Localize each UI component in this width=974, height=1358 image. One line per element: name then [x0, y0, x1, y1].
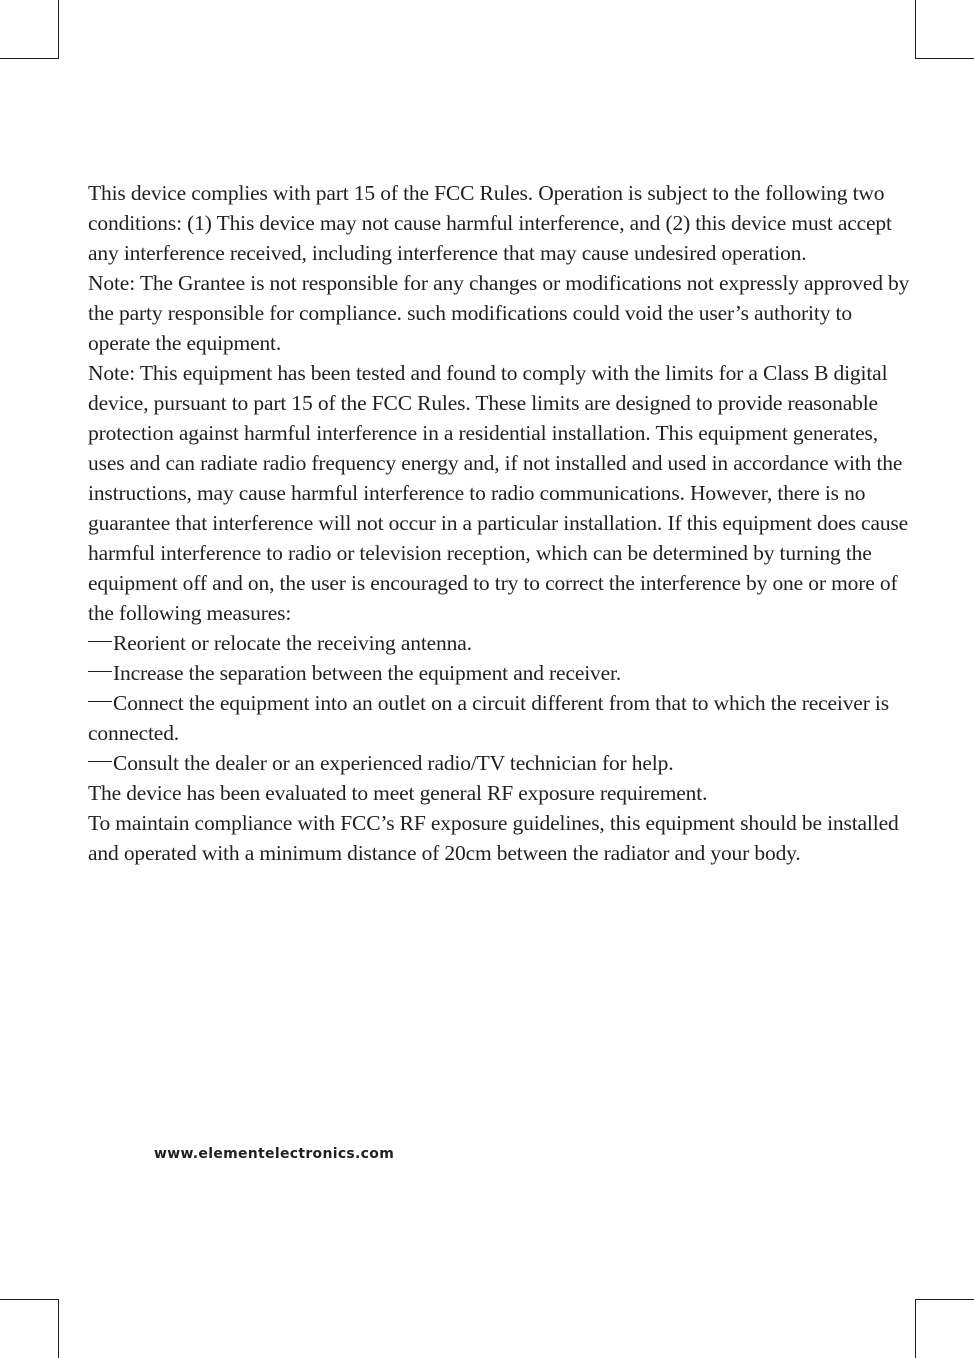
crop-mark-top-right-horizontal	[915, 58, 974, 59]
crop-mark-top-left-vertical	[58, 0, 59, 59]
crop-mark-bottom-right-horizontal	[915, 1299, 974, 1300]
measure-item	[88, 628, 918, 658]
measure-item	[88, 658, 918, 688]
crop-mark-bottom-left-horizontal	[0, 1299, 59, 1300]
dash-bullet	[88, 641, 112, 642]
crop-mark-bottom-right-vertical	[915, 1299, 916, 1358]
footer-website: www.elementelectronics.com	[154, 1146, 395, 1162]
crop-mark-top-left-horizontal	[0, 58, 59, 59]
dash-bullet	[88, 671, 112, 672]
measure-text: Increase the separation between the equipment and receiver.	[113, 661, 622, 685]
rf-exposure-paragraph: The device has been evaluated to meet general RF exposure requirement.	[88, 781, 708, 805]
class-b-note-paragraph: Note: This equipment has been tested and found to comply with the limits for a Class B digital device, pursuant to part 15 of the FCC Rules. These limits are designed to provide reasonable protection against harmful interference in a residential installation. This equipment generates, uses and can radiate radio frequency energy and, if not installed and used in accordance with the instructions, may cause harmful interference to radio communications. However, there is no guarantee that interference will not occur in a particular installation. If this equipment does cause harmful interference to radio or television reception, which can be determined by turning the equipment off and on, the user is encouraged to try to correct the interference by one or more of the following measures:	[88, 361, 909, 625]
measure-item	[88, 688, 918, 748]
grantee-note-paragraph: Note: The Grantee is not responsible for any changes or modifications not expressly approved by the party responsible for compliance. such modifications could void the user’s authority to operate the equipment.	[88, 271, 910, 355]
measure-text: Reorient or relocate the receiving antenna.	[113, 631, 472, 655]
dash-bullet	[88, 701, 112, 702]
dash-bullet	[88, 761, 112, 762]
measure-text: Connect the equipment into an outlet on a circuit different from that to which the receiver is connected.	[88, 691, 889, 745]
measure-item	[88, 748, 918, 778]
measure-text: Consult the dealer or an experienced radio/TV technician for help.	[113, 751, 674, 775]
rf-distance-paragraph: To maintain compliance with FCC’s RF exposure guidelines, this equipment should be installed and operated with a minimum distance of 20cm between the radiator and your body.	[88, 811, 899, 865]
crop-mark-top-right-vertical	[915, 0, 916, 59]
crop-mark-bottom-left-vertical	[58, 1299, 59, 1358]
fcc-statement	[88, 178, 918, 868]
fcc-compliance-paragraph: This device complies with part 15 of the FCC Rules. Operation is subject to the following two conditions: (1) This device may not cause harmful interference, and (2) this device must accept any interference received, including interference that may cause undesired operation.	[88, 181, 892, 265]
